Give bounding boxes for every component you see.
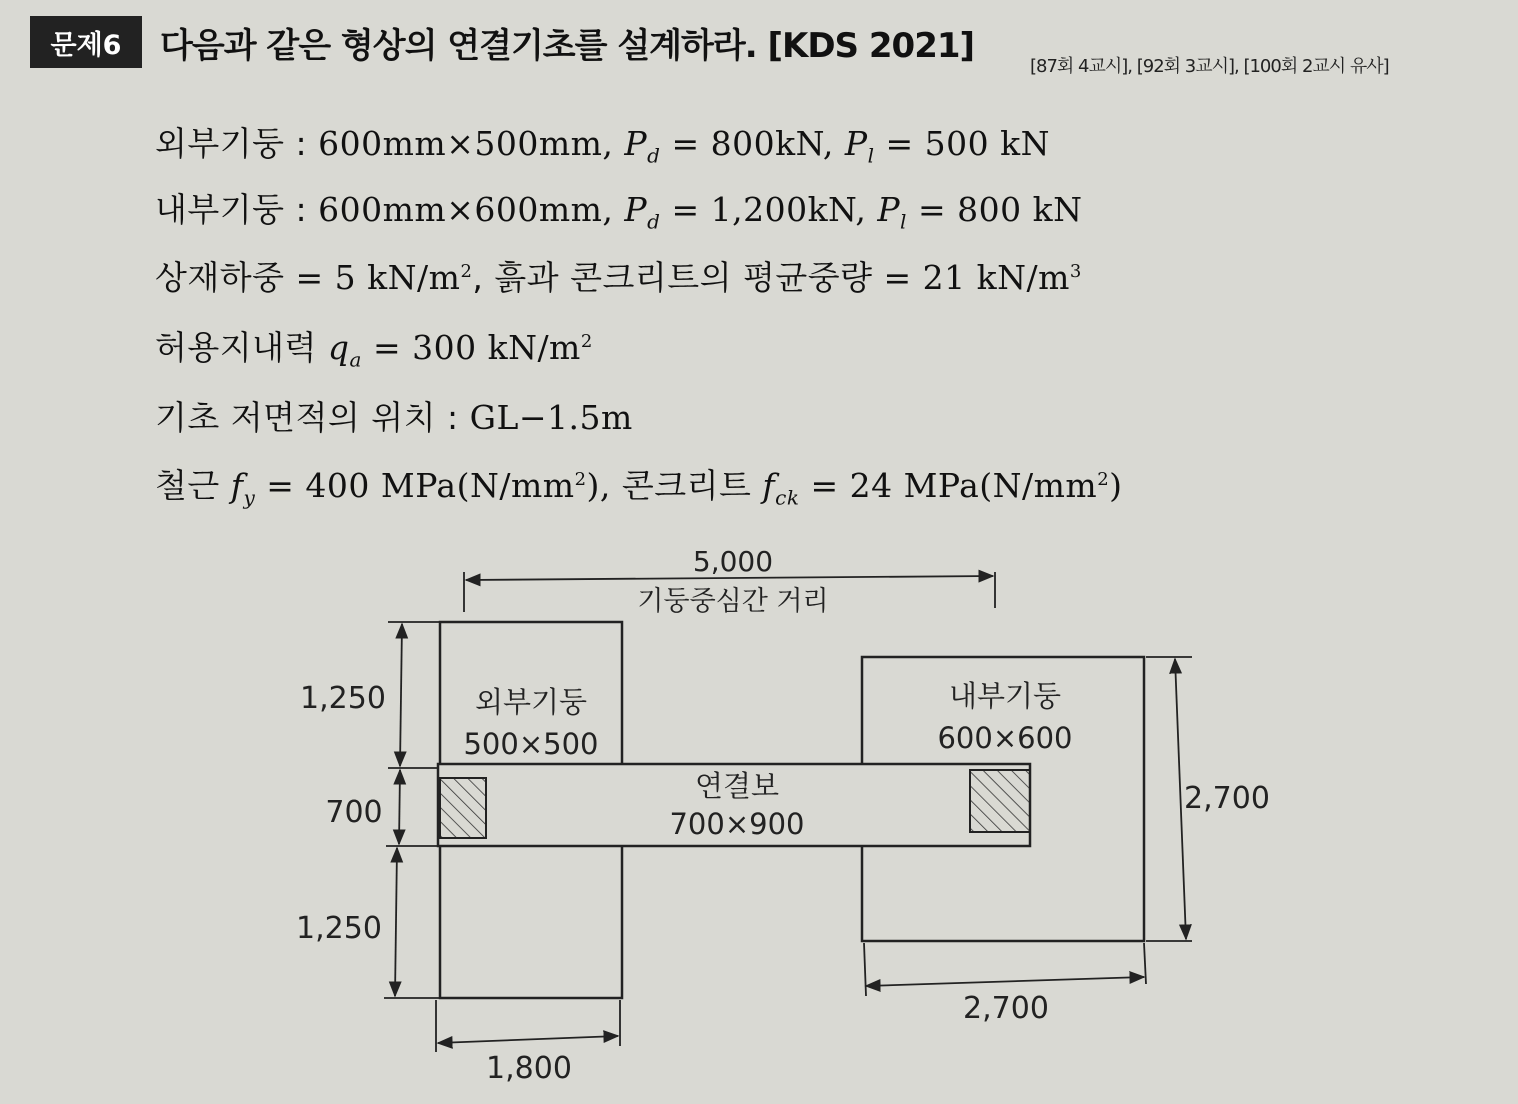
interior-column-size: 600×600 — [937, 721, 1073, 755]
dim-mid-value: 700 — [325, 795, 383, 830]
dim-top-value: 1,250 — [300, 681, 386, 716]
exterior-column-line: 외부기둥 : 600mm×500mm, $P_d = 800kN$, $P_l = 500$ kN — [155, 124, 1050, 168]
dim-right-height-value: 2,700 — [1184, 781, 1270, 816]
interior-column-label: 내부기둥 — [948, 679, 1062, 713]
beam-size: 700×900 — [669, 807, 805, 841]
center-distance-value: 5,000 — [692, 545, 774, 578]
exterior-column-label: 외부기둥 — [474, 685, 588, 719]
center-distance-label: 기둥중심간 거리 — [637, 586, 829, 617]
bearing-line: 허용지내력 $q_a = 300$ $kN/m^2$ — [155, 328, 593, 372]
beam-label: 연결보 — [694, 769, 780, 803]
problem-badge: 문제6 — [30, 16, 142, 68]
depth-line: 기초 저면적의 위치 : GL−1.5m — [155, 398, 633, 437]
problem-title: 다음과 같은 형상의 연결기초를 설계하라. [KDS 2021] — [160, 26, 975, 66]
exterior-column — [440, 778, 486, 838]
dim-left-width-value: 1,800 — [486, 1051, 572, 1086]
interior-column-line: 내부기둥 : 600mm×600mm, $P_d = 1,200kN$, $P_l = 800$ kN — [155, 190, 1083, 234]
exam-reference: [87회 4교시], [92회 3교시], [100회 2교시 유사] — [1030, 56, 1389, 77]
interior-column — [970, 770, 1030, 832]
dim-bottom-value: 1,250 — [296, 911, 382, 946]
exterior-column-size: 500×500 — [463, 727, 599, 761]
load-line: 상재하중 = 5 $kN/m^2$, 흙과 콘크리트의 평균중량 = 21 $kN/m^3$ — [155, 258, 1082, 297]
material-line: 철근 $f_y = 400$ $MPa(N/mm^2)$, 콘크리트 $f_{ck} = 24$ $MPa(N/mm^2)$ — [155, 466, 1123, 510]
dim-right-width-value: 2,700 — [963, 991, 1049, 1026]
